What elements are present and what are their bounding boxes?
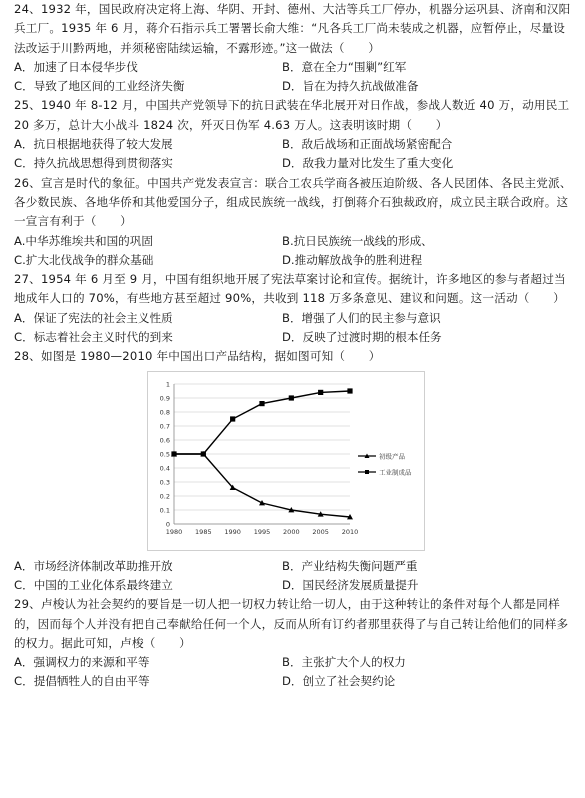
option-b: B.抗日民族统一战线的形成、 (282, 233, 433, 248)
data-point (171, 451, 176, 456)
x-tick-label: 2010 (341, 527, 359, 536)
y-tick-label: 0.3 (159, 478, 170, 487)
x-tick-label: 1995 (253, 527, 271, 536)
y-tick-label: 0.2 (159, 492, 170, 501)
legend-label: 初级产品 (379, 452, 405, 461)
y-tick-label: 0.8 (159, 408, 170, 417)
option-b: B．敌后战场和正面战场紧密配合 (282, 137, 453, 152)
x-tick-label: 1985 (195, 527, 212, 536)
y-tick-label: 1 (165, 380, 170, 389)
legend-marker (365, 470, 369, 474)
option-c: C．标志着社会主义时代的到来 (14, 330, 173, 345)
x-tick-label: 2005 (312, 527, 329, 536)
exam-page (14, 0, 576, 692)
data-point (201, 451, 206, 456)
question-24 (14, 0, 576, 96)
series-line (174, 454, 350, 517)
question-26 (14, 174, 576, 270)
option-d: D.推动解放战争的胜利进程 (282, 252, 423, 267)
export-structure-chart (147, 371, 425, 551)
option-d: D．国民经济发展质量提升 (282, 577, 419, 592)
legend-label: 工业制成品 (379, 468, 412, 477)
question-29 (14, 595, 576, 691)
data-point (230, 416, 235, 421)
x-tick-label: 2000 (283, 527, 300, 536)
question-27 (14, 270, 576, 347)
option-d: D．敌我力量对比发生了重大变化 (282, 156, 454, 171)
option-c: C．导致了地区间的工业经济失衡 (14, 79, 185, 94)
data-point (289, 395, 294, 400)
x-tick-label: 1990 (224, 527, 241, 536)
series-line (174, 391, 350, 454)
y-tick-label: 0.1 (159, 506, 170, 515)
option-a: A.中华苏维埃共和国的巩固 (14, 233, 153, 248)
option-a: A．市场经济体制改革助推开放 (14, 558, 173, 573)
y-tick-label: 0.7 (159, 422, 170, 431)
chart-svg (148, 372, 424, 550)
option-b: B．主张扩大个人的权力 (282, 655, 406, 670)
question-stem: 24、1932 年，国民政府决定将上海、华阴、开封、德州、大沽等兵工厂停办，机器分运巩县、济南和汉阳兵工厂。1935 年 6 月，蒋介石指示兵工署署长俞大维：“凡各兵工厂尚未装成之机器，应暂停止，尽量设法改运于川黔两地，并须秘密陆续运输，不露形迹。”这一做法（ ） (14, 2, 571, 55)
option-d: D．创立了社会契约论 (282, 674, 396, 689)
data-point (259, 500, 265, 505)
options (14, 58, 576, 97)
y-tick-label: 0.5 (159, 450, 170, 459)
y-tick-label: 0.9 (159, 394, 170, 403)
option-c: C．持久抗战思想得到贯彻落实 (14, 156, 173, 171)
y-tick-label: 0.4 (159, 464, 170, 473)
question-28 (14, 347, 576, 595)
question-25 (14, 96, 576, 173)
option-b: B．增强了人们的民主参与意识 (282, 310, 441, 325)
data-point (347, 388, 352, 393)
question-stem: 27、1954 年 6 月至 9 月，中国有组织地开展了宪法草案讨论和宣传。据统计，许多地区的参与者超过当地成年人口的 70%，有些地方甚至超过 90%，共收到 118 万多条意见、建议和问题。这一活动（ ） (14, 272, 566, 306)
option-c: C．中国的工业化体系最终建立 (14, 577, 173, 592)
options (14, 309, 576, 348)
question-stem: 29、卢梭认为社会契约的要旨是一切人把一切权力转让给一切人，由于这种转让的条件对每个人都是同样的，因而每个人并没有把自己奉献给任何一个人，反而从所有订约者那里获得了与自己转让给他们的同样多的权力。据此可知，卢梭（ ） (14, 597, 569, 650)
option-d: D．旨在为持久抗战做准备 (282, 79, 419, 94)
options (14, 232, 576, 271)
option-a: A．强调权力的来源和平等 (14, 655, 150, 670)
y-tick-label: 0.6 (159, 436, 170, 445)
data-point (318, 389, 323, 394)
option-a: A．加速了日本侵华步伐 (14, 59, 138, 74)
question-stem: 25、1940 年 8-12 月，中国共产党领导下的抗日武装在华北展开对日作战，参战人数近 40 万，动用民工 20 多万，总计大小战斗 1824 次，歼灭日伪军 4.63 万人。这表明该时期（ ） (14, 98, 570, 132)
option-c: C.扩大北伐战争的群众基础 (14, 252, 154, 267)
question-stem: 26、宣言是时代的象征。中国共产党发表宣言：联合工农兵学商各被压迫阶级、各人民团体、各民主党派、各少数民族、各地华侨和其他爱国分子，组成民族统一战线，打倒蒋介石独裁政府，成立民主联合政府。这一宣言有利于（ ） (14, 175, 572, 229)
option-b: B．产业结构失衡问题严重 (282, 558, 418, 573)
x-tick-label: 1980 (165, 527, 183, 536)
option-c: C．提倡牺牲人的自由平等 (14, 674, 150, 689)
data-point (259, 401, 264, 406)
option-a: A．保证了宪法的社会主义性质 (14, 310, 173, 325)
y-tick-label: 0 (165, 520, 170, 529)
option-b: B．意在全力“围剿”红军 (282, 59, 407, 74)
options (14, 653, 576, 692)
options (14, 557, 576, 596)
options (14, 135, 576, 174)
question-stem: 28、如图是 1980—2010 年中国出口产品结构，据如图可知（ ） (14, 349, 381, 364)
option-a: A．抗日根据地获得了较大发展 (14, 137, 173, 152)
option-d: D．反映了过渡时期的根本任务 (282, 330, 442, 345)
